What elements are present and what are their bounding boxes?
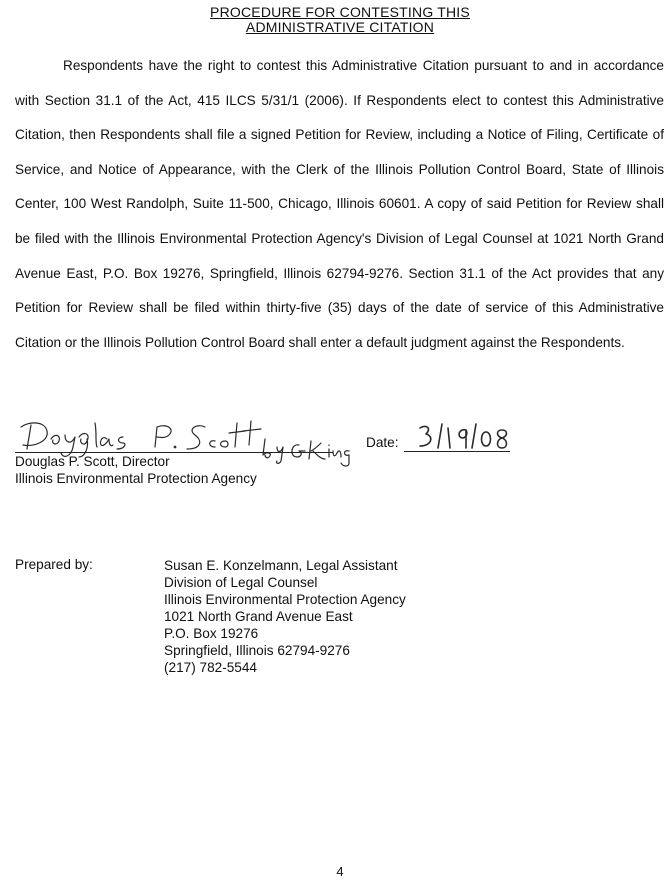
document-heading bbox=[0, 5, 672, 35]
preparer-agency: Illinois Environmental Protection Agency bbox=[164, 592, 406, 607]
preparer-city: Springfield, Illinois 62794-9276 bbox=[164, 643, 350, 658]
handwritten-date-ink bbox=[404, 418, 510, 452]
preparer-po-box: P.O. Box 19276 bbox=[164, 626, 259, 641]
signer-organization: Illinois Environmental Protection Agency bbox=[15, 471, 257, 486]
heading-line-2: ADMINISTRATIVE CITATION bbox=[245, 19, 435, 35]
preparer-street: 1021 North Grand Avenue East bbox=[164, 609, 353, 624]
prepared-by-label: Prepared by: bbox=[15, 557, 93, 572]
signature-block bbox=[15, 413, 355, 493]
prepared-by-address bbox=[164, 557, 406, 676]
signature-line bbox=[15, 452, 333, 453]
preparer-division: Division of Legal Counsel bbox=[164, 575, 318, 590]
signer-name-title: Douglas P. Scott, Director bbox=[15, 454, 170, 469]
heading-line-1: PROCEDURE FOR CONTESTING THIS bbox=[210, 4, 470, 20]
preparer-phone: (217) 782-5544 bbox=[164, 660, 257, 675]
date-line bbox=[404, 451, 510, 452]
body-paragraph: Respondents have the right to contest this Administrative Citation pursuant to and in accordance with Section 31.1 of the Act, 415 ILCS 5/31/1 (2006). If Respondents elect to contest this Administrative Citation, then Respondents shall file a signed Petition for Review, including a Notice of Filing, Certificate of Service, and Notice of Appearance, with the Clerk of the Illinois Pollution Control Board, State of Illinois Center, 100 West Randolph, Suite 11-500, Chicago, Illinois 60601. A copy of said Petition for Review shall be filed with the Illinois Environmental Protection Agency's Division of Legal Counsel at 1021 North Grand Avenue East, P.O. Box 19276, Springfield, Illinois 62794-9276. Section 31.1 of the Act provides that any Petition for Review shall be filed within thirty-five (35) days of the date of service of this Administrative Citation or the Illinois Pollution Control Board shall enter a default judgment against the Respondents. bbox=[15, 58, 664, 350]
handwritten-date bbox=[404, 418, 510, 452]
page-number: 4 bbox=[336, 864, 344, 879]
date-label: Date: bbox=[366, 435, 399, 450]
preparer-name: Susan E. Konzelmann, Legal Assistant bbox=[164, 558, 398, 573]
